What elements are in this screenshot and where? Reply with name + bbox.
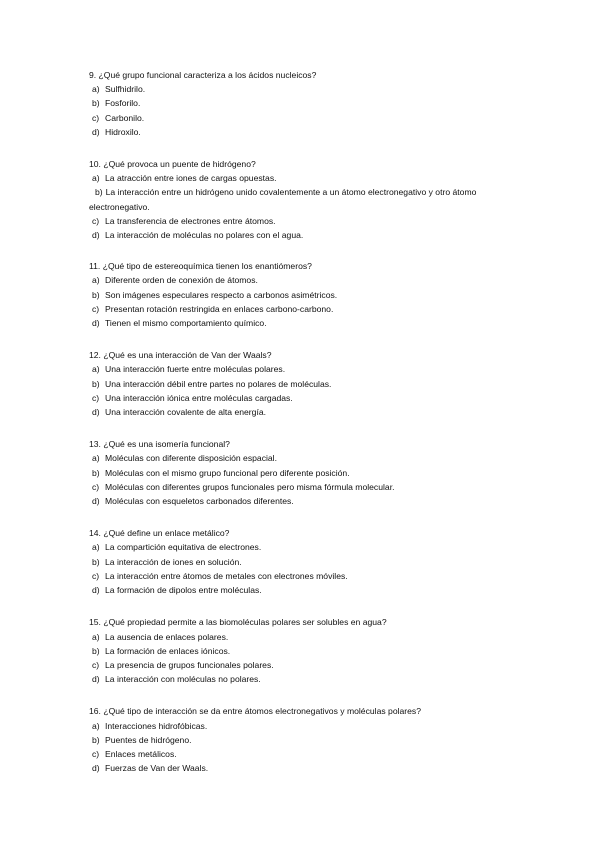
options-list (89, 171, 559, 242)
option-text: Fosforilo. (105, 98, 141, 109)
option-letter: c) (92, 303, 100, 314)
option-letter: b) (92, 645, 100, 656)
option-text: La formación de enlaces iónicos. (105, 645, 231, 656)
option-letter: c) (92, 570, 100, 581)
option-text: La ausencia de enlaces polares. (105, 631, 229, 642)
question-title: 16. ¿Qué tipo de interacción se da entre átomos electronegativos y moléculas polares? (89, 706, 422, 717)
option-d (89, 583, 559, 597)
question-13 (89, 437, 559, 508)
option-text: Una interacción covalente de alta energía. (105, 407, 266, 418)
option-text: Enlaces metálicos. (105, 748, 177, 759)
option-c (89, 111, 559, 125)
option-a (89, 362, 559, 376)
option-d (89, 405, 559, 419)
option-letter: a) (92, 364, 100, 375)
option-text: La interacción de iones en solución. (105, 556, 242, 567)
option-text: Hidroxilo. (105, 126, 141, 137)
option-text: La transferencia de electrones entre átomos. (105, 215, 276, 226)
options-list (89, 451, 559, 508)
option-b (89, 555, 559, 569)
option-a (89, 630, 559, 644)
option-letter: c) (92, 112, 100, 123)
option-text: Una interacción fuerte entre moléculas polares. (105, 364, 286, 375)
option-letter: c) (92, 748, 100, 759)
option-a (89, 451, 559, 465)
option-letter: d) (92, 496, 100, 507)
option-letter: d) (92, 318, 100, 329)
option-text: Diferente orden de conexión de átomos. (105, 275, 258, 286)
option-letter: d) (92, 230, 100, 241)
option-text: La compartición equitativa de electrones. (105, 542, 262, 553)
question-title: 9. ¿Qué grupo funcional caracteriza a los ácidos nucleicos? (89, 70, 317, 80)
option-d (89, 316, 559, 330)
option-b (89, 644, 559, 658)
option-letter: b) (92, 556, 100, 567)
option-letter: b) (92, 467, 100, 478)
option-d (89, 494, 559, 508)
option-a (89, 171, 559, 185)
option-b (89, 733, 559, 747)
option-c (89, 214, 559, 228)
option-b (89, 185, 529, 213)
option-text: Moléculas con diferente disposición espacial. (105, 453, 277, 464)
option-text: La presencia de grupos funcionales polares. (105, 659, 274, 670)
option-c (89, 658, 559, 672)
option-text: Moléculas con el mismo grupo funcional pero diferente posición. (105, 467, 350, 478)
option-text: Sulfhidrilo. (105, 84, 146, 95)
option-text: La interacción entre átomos de metales con electrones móviles. (105, 570, 348, 581)
option-letter: d) (92, 407, 100, 418)
option-letter: a) (92, 275, 100, 286)
question-14 (89, 526, 559, 597)
option-letter: a) (92, 720, 100, 731)
options-list (89, 540, 559, 597)
option-letter: a) (92, 542, 100, 553)
option-text: Una interacción iónica entre moléculas cargadas. (105, 392, 293, 403)
option-letter: a) (92, 173, 100, 184)
option-a (89, 82, 559, 96)
option-a (89, 540, 559, 554)
question-title: 12. ¿Qué es una interacción de Van der Waals? (89, 350, 272, 361)
question-16 (89, 704, 559, 775)
option-d (89, 228, 559, 242)
option-text: La interacción de moléculas no polares con el agua. (105, 230, 304, 241)
option-text: La formación de dipolos entre moléculas. (105, 585, 262, 596)
option-letter: d) (92, 674, 100, 685)
question-9 (89, 68, 559, 139)
options-list (89, 719, 559, 776)
option-b (89, 466, 559, 480)
option-text: Son imágenes especulares respecto a carbonos asimétricos. (105, 289, 338, 300)
option-text: Una interacción débil entre partes no polares de moléculas. (105, 378, 332, 389)
option-a (89, 273, 559, 287)
option-text: Moléculas con esqueletos carbonados diferentes. (105, 496, 294, 507)
option-letter: c) (92, 481, 100, 492)
options-list (89, 362, 559, 419)
options-list (89, 82, 559, 139)
question-title: 10. ¿Qué provoca un puente de hidrógeno? (89, 159, 256, 170)
option-letter: d) (92, 126, 100, 137)
option-letter: b) (95, 187, 103, 198)
option-letter: b) (92, 378, 100, 389)
option-c (89, 480, 559, 494)
option-d (89, 125, 559, 139)
options-list (89, 273, 559, 330)
option-letter: c) (92, 392, 100, 403)
option-text: La interacción entre un hidrógeno unido covalentemente a un átomo electronegativo y otro átomo electronegativo. (89, 187, 477, 212)
option-a (89, 719, 559, 733)
question-12 (89, 348, 559, 419)
option-d (89, 672, 559, 686)
option-b (89, 377, 559, 391)
option-text: Presentan rotación restringida en enlaces carbono-carbono. (105, 303, 334, 314)
question-title: 13. ¿Qué es una isomería funcional? (89, 439, 230, 450)
option-text: Tienen el mismo comportamiento químico. (105, 318, 267, 329)
option-text: Fuerzas de Van der Waals. (105, 763, 209, 774)
question-15 (89, 615, 559, 686)
option-letter: a) (92, 453, 100, 464)
option-text: La atracción entre iones de cargas opuestas. (105, 173, 277, 184)
question-11 (89, 259, 559, 330)
option-letter: c) (92, 659, 100, 670)
option-c (89, 302, 559, 316)
option-letter: a) (92, 84, 100, 95)
option-letter: d) (92, 585, 100, 596)
option-letter: d) (92, 763, 100, 774)
option-d (89, 761, 559, 775)
options-list (89, 630, 559, 687)
option-b (89, 288, 559, 302)
option-letter: c) (92, 215, 100, 226)
option-text: La interacción con moléculas no polares. (105, 674, 261, 685)
option-text: Interacciones hidrofóbicas. (105, 720, 208, 731)
option-letter: b) (92, 98, 100, 109)
question-10 (89, 157, 559, 242)
option-letter: b) (92, 289, 100, 300)
option-c (89, 391, 559, 405)
quiz-page (89, 68, 559, 793)
option-letter: b) (92, 734, 100, 745)
option-text: Carbonilo. (105, 112, 145, 123)
option-text: Moléculas con diferentes grupos funcionales pero misma fórmula molecular. (105, 481, 395, 492)
option-text: Puentes de hidrógeno. (105, 734, 192, 745)
option-c (89, 569, 559, 583)
option-b (89, 96, 559, 110)
option-c (89, 747, 559, 761)
question-title: 11. ¿Qué tipo de estereoquímica tienen los enantiómeros? (89, 261, 312, 272)
question-title: 14. ¿Qué define un enlace metálico? (89, 528, 230, 539)
question-title: 15. ¿Qué propiedad permite a las biomoléculas polares ser solubles en agua? (89, 617, 387, 628)
option-letter: a) (92, 631, 100, 642)
